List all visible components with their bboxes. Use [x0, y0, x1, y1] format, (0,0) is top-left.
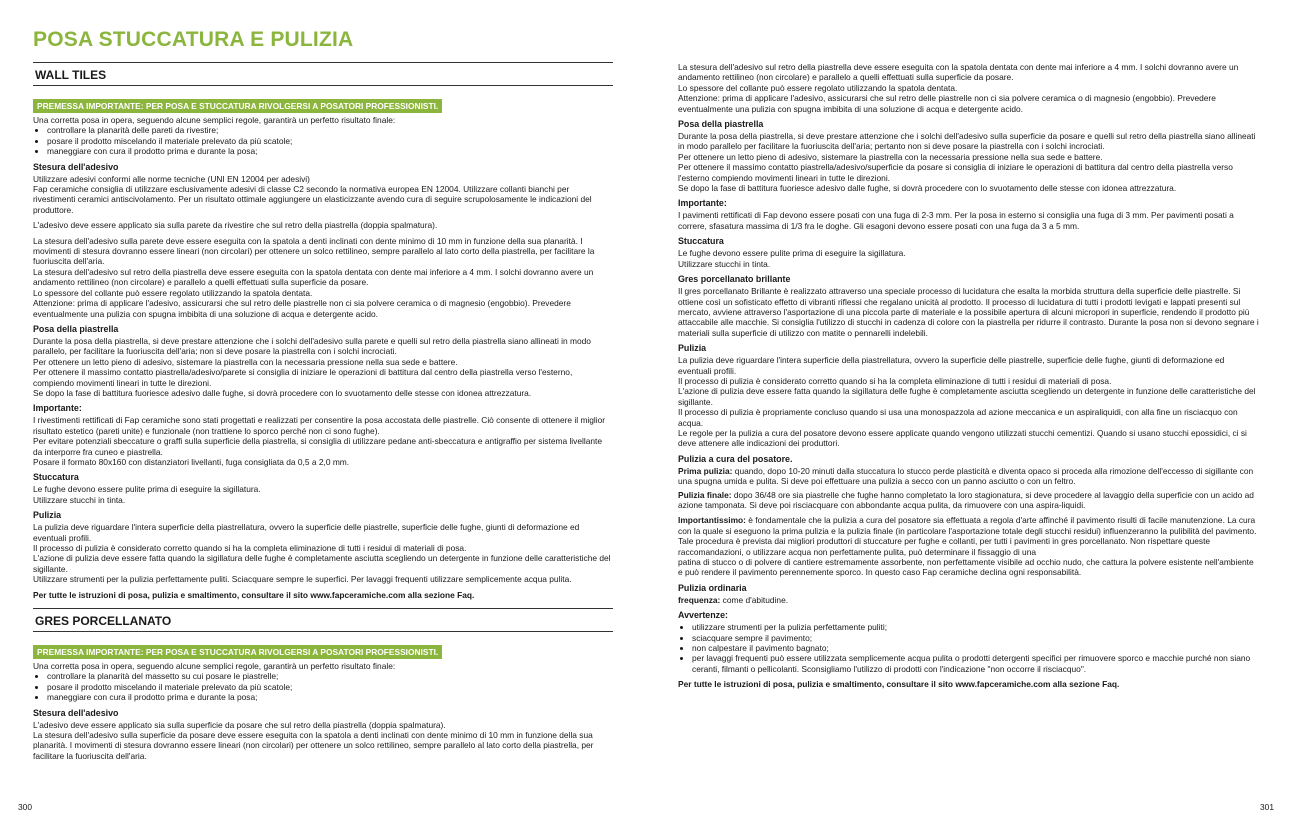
paragraph: Attenzione: prima di applicare l'adesivo, assicurarsi che sul retro delle piastrelle non ci sia polvere ceramica o di magnesio (engobbio). Prevedere eventualmente una pulizia con spugna imbibita di una soluzione di acqua e detergente acido. — [678, 93, 1216, 114]
paragraph: patina di stucco o di polvere di cantiere estremamente assorbente, non perfettamente visibile ad occhio nudo, che cattura la polvere esistente nell'ambiente e può rendere il pavimento perennemente sporco. In questo caso Fap ceramiche declina ogni responsabilità. — [678, 557, 1254, 578]
stuccatura-heading: Stuccatura — [678, 236, 724, 247]
frequenza-text: come d'abitudine. — [720, 594, 789, 605]
paragraph: Durante la posa della piastrella, si deve prestare attenzione che i solchi dell'adesivo sulla parete e quelli sul retro della piastrella siano allineati in modo parallelo, per facilitare la fuoriuscita dell'aria; non si deve posare la piastrella con i solchi incrociati. — [33, 335, 591, 357]
paragraph: Posare il formato 80x160 con distanziatori livellanti, fuga consigliata da 0,5 a 2,0 mm. — [33, 456, 350, 467]
frequenza-label: frequenza: — [678, 594, 721, 605]
paragraph: Per ottenere il massimo contatto piastrella/adesivo/parete si consiglia di iniziare le operazioni di battitura dal centro della piastrella verso l'esterno, compiendo movimenti lineari in tutte le direzioni. — [33, 367, 573, 388]
importantissimo-label: Importantissimo: — [678, 515, 746, 526]
paragraph: Per ottenere un letto pieno di adesivo, sistemare la piastrella con la necessaria pressione nella sua sede e battere. — [33, 356, 458, 367]
list-item: • posare il prodotto miscelando il materiale prelevato da più scatole; — [47, 136, 613, 146]
paragraph: Le fughe devono essere pulite prima di eseguire la sigillatura. — [678, 248, 906, 259]
paragraph: La stesura dell'adesivo sulla parete deve essere eseguita con la spatola a denti inclinati con dente minimo di 10 mm in funzione della sua planarità. I movimenti di stesura dovranno essere lineari (non circolari) per ottenere un solco rettilineo, sempre parallelo al lato corto della piastrella, per facilitare la fuoriuscita dell'aria. — [33, 235, 595, 267]
paragraph: Attenzione: prima di applicare l'adesivo, assicurarsi che sul retro delle piastrelle non ci sia polvere ceramica o di magnesio (engobbio). Prevedere eventualmente una pulizia con spugna imbibita di una soluzione di acqua e detergente acido. — [33, 298, 571, 319]
posa-heading: Posa della piastrella — [33, 323, 119, 334]
importantissimo-text: è fondamentale che la pulizia a cura del posatore sia effettuata a regola d'arte affinché il pavimento risulti di facile manutenzione. La cura con la quale si eseguono la prima pulizia e la pulizia finale (in particolare l'asportazione totale degli stucchi residui) influenzeranno la pulibilità del pavimento. Tale procedura è prevista dai migliori produttori di stuccature per fughe e collanti, per tutti i pavimenti in gres porcellanato. Non rispettare queste raccomandazioni, o utilizzare acqua non perfettamente pulita, può determinare il fissaggio di una — [678, 515, 1257, 557]
pulizia-finale-paragraph — [678, 490, 1260, 511]
paragraph: Durante la posa della piastrella, si deve prestare attenzione che i solchi dell'adesivo sulla superficie da posare e quelli sul retro della piastrella siano allineati in modo parallelo per facilitare la fuoriuscita dell'aria; pertanto non si deve posare la piastrella con i solchi incrociati. — [678, 131, 1256, 152]
left-page — [33, 62, 613, 761]
paragraph: Le fughe devono essere pulite prima di eseguire la sigillatura. — [33, 484, 261, 495]
importantissimo-paragraph — [678, 515, 1260, 557]
paragraph: I pavimenti rettificati di Fap devono essere posati con una fuga di 2-3 mm. Per la posa in esterno si consiglia una fuga di 3 mm. Per pavimenti posati a correre, sfasatura massima di 1/3 fra le doghe. Gli esagoni devono essere posati con una fuga da 3 a 5 mm. — [678, 210, 1234, 231]
avvertenze-heading: Avvertenze: — [678, 610, 728, 621]
instructions-link-text: Per tutte le istruzioni di posa, pulizia e smaltimento, consultare il sito www.fapceramiche.com alla sezione Faq. — [33, 589, 475, 600]
paragraph: I rivestimenti rettificati di Fap ceramiche sono stati progettati e realizzati per consentire la posa accostata delle piastrelle. Ciò consente di ottenere il miglior risultato estetico (pareti unite) e funzionale (non trattiene lo sporco perché non ci sono fughe). — [33, 415, 606, 436]
list-item: • non calpestare il pavimento bagnato; — [692, 643, 1260, 653]
prima-pulizia-label: Prima pulizia: — [678, 465, 733, 476]
page-number-right: 301 — [1260, 802, 1274, 812]
posa-heading: Posa della piastrella — [678, 119, 764, 130]
pulizia-heading: Pulizia — [678, 343, 707, 354]
stuccatura-heading: Stuccatura — [33, 472, 79, 483]
paragraph: Il processo di pulizia è considerato corretto quando si ha la completa eliminazione di tutti i residui di materiali di posa. — [678, 375, 1112, 386]
list-item: • per lavaggi frequenti può essere utilizzata semplicemente acqua pulita o prodotti detergenti specifici per rimuovere sporco e macchie purché non siano ceranti, filmanti o pellicolanti. Sconsigliamo l'utilizzo di prodotti con l'indicazione "non occorre il risciacquo". — [692, 653, 1260, 674]
intro-text: Una corretta posa in opera, seguendo alcune semplici regole, garantirà un perfetto risultato finale: — [33, 115, 396, 125]
gres-intro-text: Una corretta posa in opera, seguendo alcune semplici regole, garantirà un perfetto risultato finale: — [33, 661, 396, 672]
brillante-heading: Gres porcellanato brillante — [678, 274, 791, 285]
paragraph: L'azione di pulizia deve essere fatta quando la sigillatura delle fughe è completamente asciutta scegliendo un detergente in funzione delle caratteristiche del sigillante. — [678, 386, 1256, 407]
page-number-left: 300 — [18, 802, 32, 812]
gres-heading: GRES PORCELLANATO — [33, 608, 613, 632]
frequenza-paragraph — [678, 595, 1260, 605]
paragraph: L'adesivo deve essere applicato sia sulla superficie da posare che sul retro della piastrella (doppia spalmatura). — [33, 719, 446, 730]
gres-premessa-banner: PREMESSA IMPORTANTE: PER POSA E STUCCATURA RIVOLGERSI A POSATORI PROFESSIONISTI. — [33, 645, 442, 659]
intro-list — [33, 125, 613, 156]
paragraph: L'adesivo deve essere applicato sia sulla parete da rivestire che sul retro della piastrella (doppia spalmatura). — [33, 220, 438, 231]
stesura-heading: Stesura dell'adesivo — [33, 161, 119, 172]
paragraph: La stesura dell'adesivo sul retro della piastrella deve essere eseguita con la spatola dentata con dente mai inferiore a 4 mm. I solchi dovranno avere un andamento rettilineo (non circolare) e parallelo a quelli effettuati sulla superficie da posare. — [678, 62, 1239, 83]
pulizia-heading: Pulizia — [33, 510, 62, 521]
paragraph: Il processo di pulizia è considerato corretto quando si ha la completa eliminazione di tutti i residui di materiali di posa. — [33, 543, 467, 553]
ordinaria-heading: Pulizia ordinaria — [678, 582, 747, 593]
paragraph: L'azione di pulizia deve essere fatta quando la sigillatura delle fughe è completamente asciutta scegliendo un detergente in funzione delle caratteristiche del sigillante. — [33, 553, 611, 574]
paragraph: Utilizzare strumenti per la pulizia perfettamente puliti. Sciacquare sempre le superfici. Per lavaggi frequenti utilizzare semplicemente acqua pulita. — [33, 574, 572, 585]
paragraph: Per ottenere un letto pieno di adesivo, sistemare la piastrella con la necessaria pressione nella sua sede e battere. — [678, 151, 1103, 162]
instructions-link-text: Per tutte le istruzioni di posa, pulizia e smaltimento, consultare il sito www.fapceramiche.com alla sezione Faq. — [678, 679, 1120, 690]
paragraph: La stesura dell'adesivo sul retro della piastrella deve essere eseguita con la spatola dentata con dente mai inferiore a 4 mm. I solchi dovranno avere un andamento rettilineo (non circolare) e parallelo a quelli effettuati sulla superficie da posare. — [33, 266, 594, 288]
paragraph: Utilizzare stucchi in tinta. — [678, 258, 771, 269]
paragraph: Lo spessore del collante può essere regolato utilizzando la spatola dentata. — [678, 82, 958, 93]
gres-stesura-heading: Stesura dell'adesivo — [33, 707, 119, 718]
list-item: • sciacquare sempre il pavimento; — [692, 633, 1260, 643]
importante-heading: Importante: — [678, 198, 727, 209]
list-item: • controllare la planarità delle pareti da rivestire; — [47, 125, 613, 135]
paragraph: Lo spessore del collante può essere regolato utilizzando la spatola dentata. — [33, 287, 313, 298]
paragraph: Fap ceramiche consiglia di utilizzare esclusivamente adesivi di classe C2 secondo la normativa europea EN 12004. Utilizzare collanti bianchi per rivestimenti ceramici antiscivolamento. Per un risultato ottimale aggiungere un elasticizzante avendo cura di seguire scrupolosamente le indicazioni del produttore. — [33, 184, 592, 215]
gres-intro-list — [33, 671, 613, 702]
list-item: • controllare la planarità del massetto su cui posare le piastrelle; — [47, 671, 613, 681]
wall-tiles-heading: WALL TILES — [33, 62, 613, 86]
paragraph: Il gres porcellanato Brillante è realizzato attraverso una speciale processo di lucidatura che esalta la morbida struttura della superficie delle piastrelle. Si ottiene così un sofisticato effetto di vibranti riflessi che regalano unicità al prodotto. Il processo di lucidatura di tutti i prodotti levigati e lappati presenti sul mercato, avviene attraverso l'asportazione di una piccola parte di materiale e la possibile apertura di alcuni micropori in superficie, rendendo il prodotto più attaccabile alle macchie. Si consiglia l'utilizzo di stucchi in cadenza di colore con la piastrella per ridurre il contrasto. Durante la posa non si devono segnare i materiali sulla superficie di utilizzo con matite o pennarelli indelebili. — [678, 286, 1259, 338]
importante-heading: Importante: — [33, 403, 82, 414]
paragraph: Il processo di pulizia è propriamente concluso quando si usa una monospazzola ad azione meccanica e un aspiraliquidi, con alla fine un risciacquo con acqua. — [678, 407, 1238, 428]
page-title: POSA STUCCATURA E PULIZIA — [33, 28, 354, 51]
paragraph: Le regole per la pulizia a cura del posatore devono essere applicate quando vengono utilizzati stucchi cementizi. Quando si usano stucchi epossidici, ci si deve attenere alle indicazioni dei produttori. — [678, 427, 1247, 449]
avvertenze-list — [678, 622, 1260, 674]
list-item: • maneggiare con cura il prodotto prima e durante la posa; — [47, 692, 613, 702]
prima-pulizia-text: quando, dopo 10-20 minuti dalla stuccatura lo stucco perde plasticità e diventa opaco si proceda alla rimozione dell'eccesso di sigillante con una spugna umida e pulita. Si deve poi effettuare una pulizia a secco con un panno asciutto o con un feltro. — [678, 465, 1254, 487]
paragraph: Utilizzare stucchi in tinta. — [33, 494, 126, 505]
premessa-banner: PREMESSA IMPORTANTE: PER POSA E STUCCATURA RIVOLGERSI A POSATORI PROFESSIONISTI. — [33, 99, 442, 113]
paragraph: Per evitare potenziali sbeccature o graffi sulla superficie della piastrella, si consiglia di utilizzare pedane anti-sbeccatura e antigraffio per sistema livellante da interporre fra cuneo e piastrella. — [33, 436, 603, 457]
right-page — [678, 62, 1260, 690]
paragraph: Se dopo la fase di battitura fuoriesce adesivo dalle fughe, si dovrà procedere con lo svuotamento delle stesse con idonea attrezzatura. — [33, 387, 532, 398]
paragraph: La pulizia deve riguardare l'intera superficie della piastrellatura, ovvero la superficie delle piastrelle, superficie delle fughe, giunti di deformazione ed eventuali profili. — [33, 522, 580, 543]
posatore-heading: Pulizia a cura del posatore. — [678, 453, 793, 464]
paragraph: Utilizzare adesivi conformi alle norme tecniche (UNI EN 12004 per adesivi) — [33, 173, 310, 184]
pulizia-finale-text: dopo 36/48 ore sia piastrelle che fughe hanno completato la loro stagionatura, si deve procedere al lavaggio della superficie con un acido ad azione tamponata. Si deve poi risciacquare con abbondante acqua pulita, da rimuovere con una aspira-liquidi. — [678, 489, 1254, 510]
pulizia-finale-label: Pulizia finale: — [678, 489, 732, 500]
paragraph: Se dopo la fase di battitura fuoriesce adesivo dalle fughe, si dovrà procedere con lo svuotamento delle stesse con idonea attrezzatura. — [678, 183, 1177, 194]
paragraph: Per ottenere il massimo contatto piastrella/adesivo/superficie da posare si consiglia di iniziare le operazioni di battitura dal centro della piastrella verso l'esterno compiendo movimenti lineari in tutte le direzioni. — [678, 162, 1233, 183]
paragraph: La pulizia deve riguardare l'intera superficie della piastrellatura, ovvero la superficie delle piastrelle, superficie delle fughe, giunti di deformazione ed eventuali profili. — [678, 355, 1225, 376]
paragraph: La stesura dell'adesivo sulla superficie da posare deve essere eseguita con la spatola a denti inclinati con dente minimo di 10 mm in funzione della sua planarità. I movimenti di stesura dovranno essere lineari (non circolari) per ottenere un solco rettilineo, sempre parallelo al lato corto della piastrella, per facilitare la fuoriuscita dell'aria. — [33, 730, 594, 761]
list-item: • maneggiare con cura il prodotto prima e durante la posa; — [47, 146, 613, 156]
list-item: • posare il prodotto miscelando il materiale prelevato da più scatole; — [47, 682, 613, 692]
prima-pulizia-paragraph — [678, 466, 1260, 487]
list-item: • utilizzare strumenti per la pulizia perfettamente puliti; — [692, 622, 1260, 632]
